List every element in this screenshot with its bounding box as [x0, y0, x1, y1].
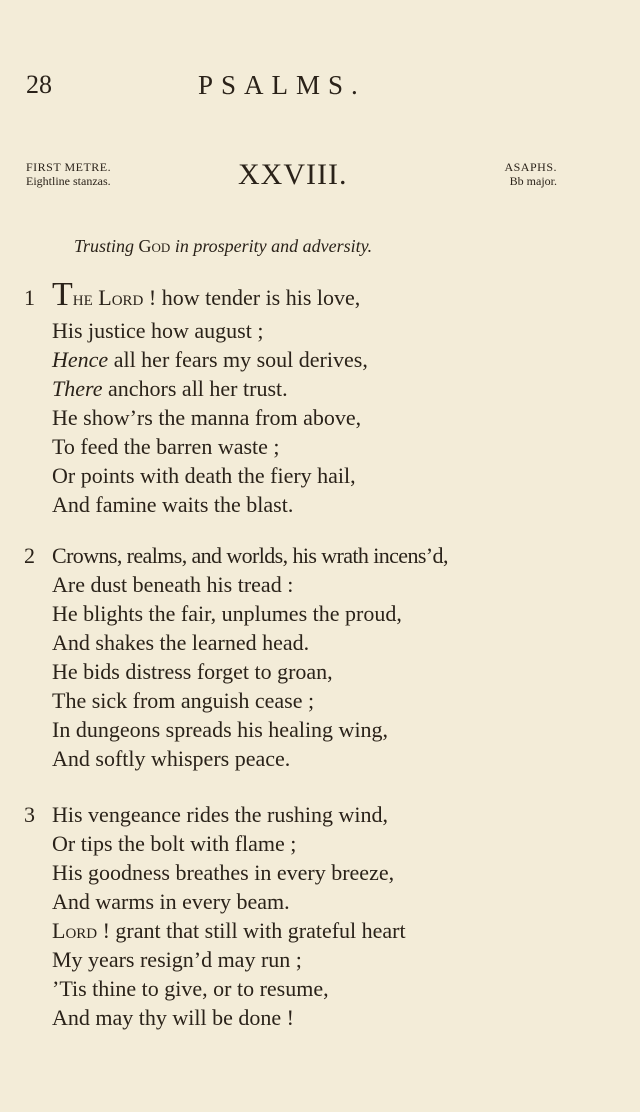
verse-line: [52, 347, 368, 373]
lord-word: Lord: [52, 918, 98, 943]
verse-line: And softly whispers peace.: [52, 746, 291, 771]
verse-line: His goodness breathes in every breeze,: [52, 860, 395, 885]
subtitle-god: God: [138, 236, 171, 256]
stanza-number: 2: [24, 543, 35, 568]
verse-line: In dungeons spreads his healing wing,: [52, 717, 389, 742]
stanza-number: 1: [24, 285, 35, 310]
verse-line: And may thy will be done !: [52, 1005, 294, 1030]
verse-line: [52, 276, 361, 313]
verse-line: Or points with death the fiery hail,: [52, 463, 356, 488]
subtitle-pre: Trusting: [74, 236, 135, 256]
lord-word: Lord: [98, 285, 144, 310]
verse-line: To feed the barren waste ;: [52, 434, 280, 459]
metre-info: [26, 160, 111, 188]
verse-line: He show’rs the manna from above,: [52, 405, 362, 430]
line-rest: ! how tender is his love,: [143, 285, 361, 310]
verse-line: Are dust beneath his tread :: [52, 572, 294, 597]
subtitle-post: in prosperity and adversity.: [174, 236, 373, 256]
verse-line: His vengeance rides the rushing wind,: [52, 802, 389, 827]
verse-line: The sick from anguish cease ;: [52, 688, 315, 713]
verse-line: He bids distress forget to groan,: [52, 659, 333, 684]
line-rest: ! grant that still with grateful heart: [97, 918, 406, 943]
stanza-form: Eightline stanzas.: [26, 174, 111, 188]
line-rest: anchors all her trust.: [102, 376, 288, 401]
tune-key: Bb major.: [509, 174, 557, 188]
line-word: he: [72, 285, 93, 310]
verse-line: My years resign’d may run ;: [52, 947, 302, 972]
line-rest: all her fears my soul derives,: [108, 347, 368, 372]
running-head: PSALMS.: [198, 70, 366, 100]
verse-line: [52, 918, 406, 944]
psalm-number: XXVIII.: [238, 158, 348, 191]
metre-label: FIRST METRE.: [26, 160, 112, 174]
page-number: 28: [26, 70, 52, 99]
drop-cap: T: [52, 276, 73, 313]
verse-line: [52, 376, 288, 402]
verse-line: And shakes the learned head.: [52, 630, 310, 655]
verse-line: Crowns, realms, and worlds, his wrath incens’d,: [52, 543, 448, 568]
verse-line: And famine waits the blast.: [52, 492, 294, 517]
psalm-subtitle: [74, 236, 372, 257]
stanza-number: 3: [24, 802, 35, 827]
verse-line: He blights the fair, unplumes the proud,: [52, 601, 402, 626]
emphasis-word: Hence: [52, 347, 109, 372]
verse-line: Or tips the bolt with flame ;: [52, 831, 297, 856]
verse-line: And warms in every beam.: [52, 889, 290, 914]
verse-line: His justice how august ;: [52, 318, 264, 343]
verse-line: ’Tis thine to give, or to resume,: [52, 976, 329, 1001]
emphasis-word: There: [52, 376, 103, 401]
tune-info: [504, 160, 557, 188]
tune-name: ASAPHS.: [504, 160, 557, 174]
